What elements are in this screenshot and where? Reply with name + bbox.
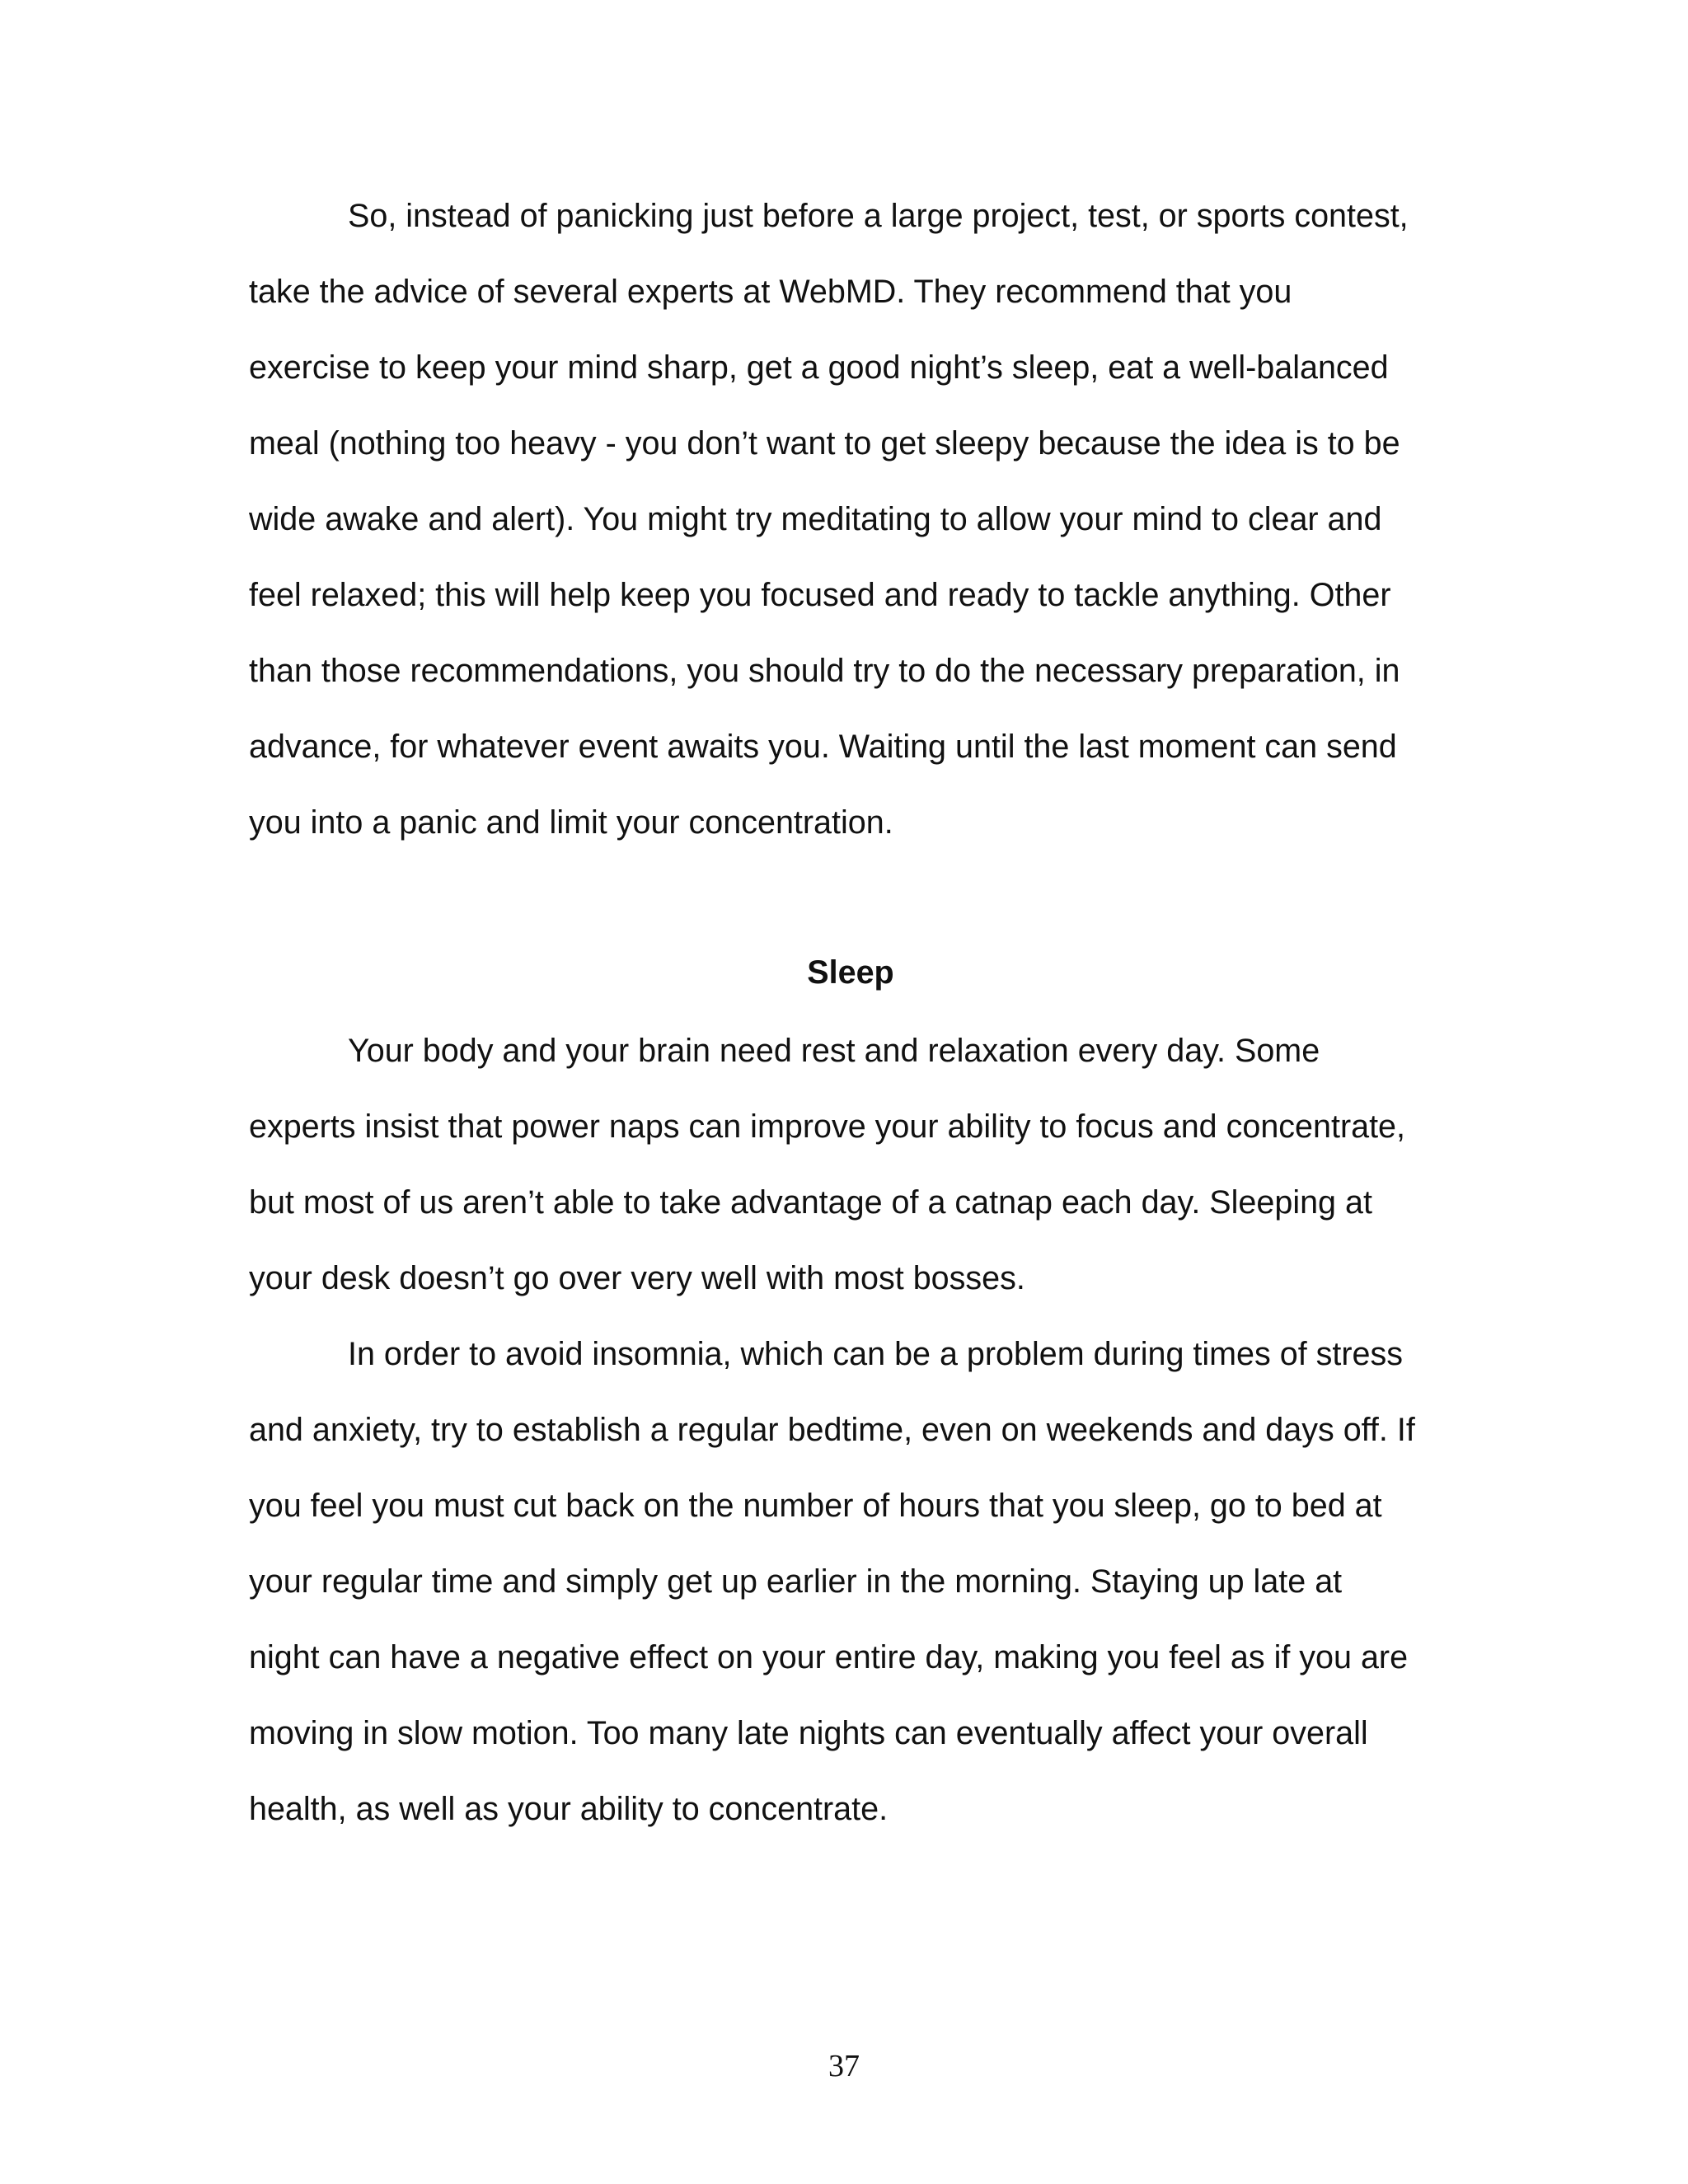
paragraph-line: meal (nothing too heavy - you don’t want to get sleepy because the idea is to be — [249, 425, 1400, 462]
paragraph-line: and anxiety, try to establish a regular bedtime, even on weekends and days off. If — [249, 1412, 1415, 1448]
paragraph-line: but most of us aren’t able to take advantage of a catnap each day. Sleeping at — [249, 1184, 1372, 1221]
paragraph-line: exercise to keep your mind sharp, get a good night’s sleep, eat a well-balanced — [249, 349, 1389, 386]
paragraph-line: Your body and your brain need rest and relaxation every day. Some — [348, 1033, 1320, 1069]
paragraph-line: moving in slow motion. Too many late nights can eventually affect your overall — [249, 1715, 1368, 1751]
paragraph-line: your desk doesn’t go over very well with most bosses. — [249, 1260, 1025, 1296]
paragraph-line: you feel you must cut back on the number of hours that you sleep, go to bed at — [249, 1488, 1382, 1524]
section-heading: Sleep — [807, 954, 894, 991]
paragraph-line: wide awake and alert). You might try meditating to allow your mind to clear and — [249, 501, 1382, 537]
paragraph-line: than those recommendations, you should try to do the necessary preparation, in — [249, 653, 1400, 689]
paragraph-line: So, instead of panicking just before a large project, test, or sports contest, — [348, 198, 1409, 234]
paragraph-line: take the advice of several experts at WebMD. They recommend that you — [249, 274, 1292, 310]
paragraph-line: feel relaxed; this will help keep you focused and ready to tackle anything. Other — [249, 577, 1391, 613]
paragraph-line: your regular time and simply get up earlier in the morning. Staying up late at — [249, 1563, 1343, 1600]
paragraph-line: health, as well as your ability to concentrate. — [249, 1791, 889, 1827]
paragraph-line: experts insist that power naps can improve your ability to focus and concentrate, — [249, 1108, 1405, 1145]
paragraph-line: night can have a negative effect on your entire day, making you feel as if you are — [249, 1639, 1409, 1675]
page-number: 37 — [828, 2049, 860, 2083]
paragraph-line: you into a panic and limit your concentration. — [249, 804, 893, 841]
paragraph-line: advance, for whatever event awaits you. Waiting until the last moment can send — [249, 729, 1397, 765]
paragraph-line: In order to avoid insomnia, which can be a problem during times of stress — [348, 1336, 1403, 1372]
